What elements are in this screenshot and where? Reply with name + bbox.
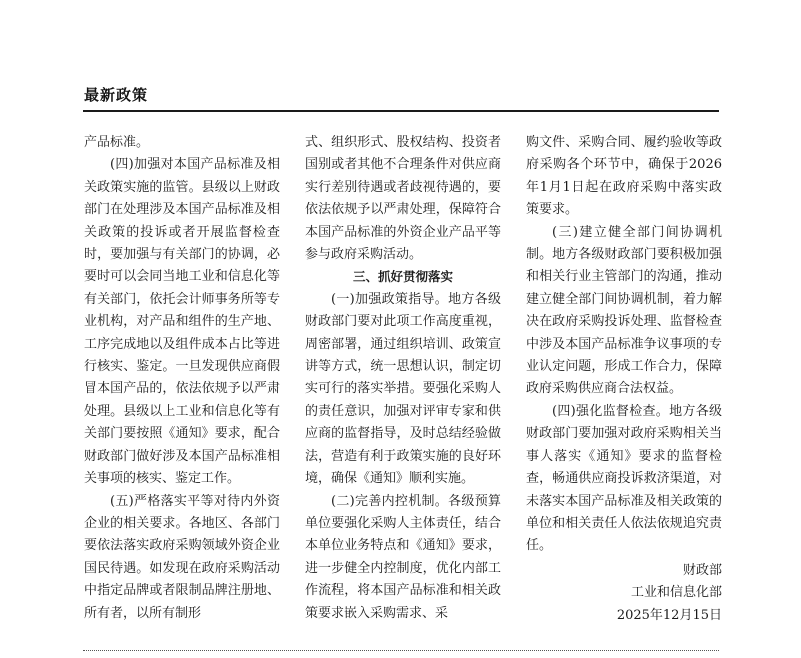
paragraph-item-3-1: (一)加强政策指导。地方各级财政部门要对此项工作高度重视，周密部署，通过组织培训、政策宣讲等方式，统一思想认识，制定切实可行的落实举措。要强化采购人的责任意识，加强对评审专家和供应商的监督指导，及时总结经验做法，营造有利于政策实施的良好环境，确保《通知》顺利实施。 [305, 291, 501, 487]
text-column-3 [526, 132, 722, 627]
issuer-miit: 工业和信息化部 [630, 585, 722, 601]
paragraph-continuation: 产品标准。 [84, 135, 150, 150]
paragraph-item-5: (五)严格落实平等对待内外资企业的相关要求。各地区、各部门要依法落实政府采购领域外资企业国民待遇。如发现在政府采购活动中指定品牌或者限制品牌注册地、所有者，以所有制形 [84, 493, 280, 621]
section-heading-3: 三、抓好贯彻落实 [352, 269, 453, 285]
issue-date: 2025年12月15日 [616, 607, 722, 623]
paragraph-item-3-4: (四)强化监督检查。地方各级财政部门要加强对政府采购相关当事人落实《通知》要求的监督检查，畅通供应商投诉救济渠道，对未落实本国产品标准及相关政策的单位和相关责任人依法依规追究责任。 [526, 403, 722, 554]
paragraph-item-3-3: (三)建立健全部门间协调机制。地方各级财政部门要积极加强和相关行业主管部门的沟通，推动建立健全部门间协调机制，着力解决在政府采购投诉处理、监督检查中涉及本国产品标准争议事项的专业认定问题，形成工作合力，保障政府采购供应商合法权益。 [526, 224, 722, 397]
issuer-ministry-of-finance: 财政部 [682, 562, 722, 578]
header-divider [83, 110, 719, 112]
signature-block [526, 560, 722, 627]
text-column-1 [84, 132, 280, 625]
section-header-title: 最新政策 [84, 86, 149, 104]
paragraph-item-3-2: (二)完善内控机制。各级预算单位要强化采购人主体责任，结合本单位业务特点和《通知》要求，进一步健全内控制度，优化内部工作流程，将本国产品标准和相关政策要求嵌入采购需求、采 [305, 493, 501, 621]
paragraph-continuation: 式、组织形式、股权结构、投资者国别或者其他不合理条件对供应商实行差别待遇或者歧视待遇的，要依法依规予以严肃处理，保障符合本国产品标准的外资企业产品平等参与政府采购活动。 [305, 135, 501, 263]
footer-dotted-divider [83, 650, 719, 651]
paragraph-item-4: (四)加强对本国产品标准及相关政策实施的监管。县级以上财政部门在处理涉及本国产品标准及相关政策的投诉或者开展监督检查时，要加强与有关部门的协调，必要时可以会同当地工业和信息化等有关部门，依托会计师事务所等专业机构，对产品和组件的生产地、工序完成地以及组件成本占比等进行核实、鉴定。一旦发现供应商假冒本国产品的，依法依规予以严肃处理。县级以上工业和信息化等有关部门要按照《通知》要求，配合财政部门做好涉及本国产品标准相关事项的核实、鉴定工作。 [84, 157, 280, 487]
text-column-2 [305, 132, 501, 625]
paragraph-continuation: 购文件、采购合同、履约验收等政府采购各个环节中，确保于2026年1月1日起在政府采购中落实政策要求。 [526, 135, 722, 218]
